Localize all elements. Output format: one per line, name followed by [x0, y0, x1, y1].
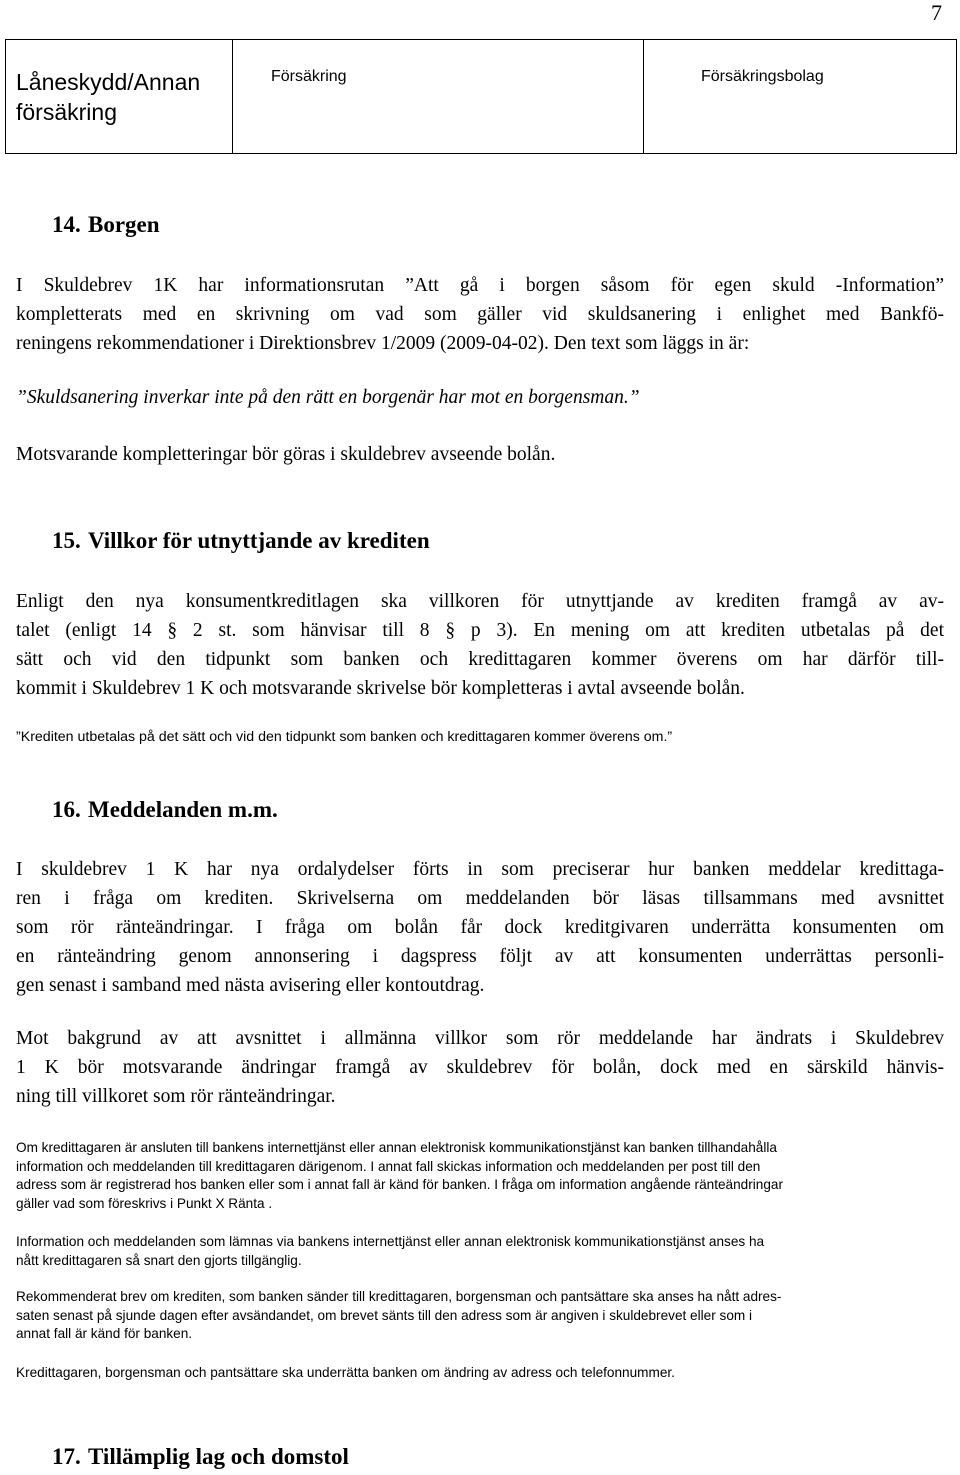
- text-line: kommit i Skuldebrev 1 K och motsvarande skrivelse bör kompletteras i avtal avseende bolån.: [16, 678, 745, 699]
- section-number: 14.: [52, 212, 81, 237]
- section-15-paragraph-1: [16, 587, 944, 703]
- text-line: som rör ränteändringar. I fråga om bolån får dock kreditgivaren underrätta konsumenten om: [16, 917, 944, 938]
- text-line: adress som är registrerad hos banken eller som i annat fall är känd för banken. I fråga om information angående ränteändringar: [16, 1177, 783, 1192]
- text-line: information och meddelanden till kredittagaren därigenom. I annat fall skickas information och meddelanden per post till den: [16, 1158, 761, 1174]
- text-line: I Skuldebrev 1K har informationsrutan ”Att gå i borgen såsom för egen skuld -Information”: [16, 275, 944, 296]
- small-paragraph-2: [16, 1233, 944, 1270]
- page-number: 7: [931, 0, 942, 25]
- text-line: I skuldebrev 1 K har nya ordalydelser förts in som preciserar hur banken meddelar kredittaga-: [16, 859, 944, 880]
- text-line: kompletterats med en skrivning om vad som gäller vid skuldsanering i enlighet med Bankfö-: [16, 304, 944, 325]
- text-line: annat fall är känd för banken.: [16, 1326, 193, 1341]
- text-line: gen senast i samband med nästa avisering eller kontoutdrag.: [16, 975, 485, 996]
- text-line: Om kredittagaren är ansluten till bankens internettjänst eller annan elektronisk kommunikationstjänst kan banken tillhandahålla: [16, 1140, 777, 1155]
- header-title: [6, 40, 232, 127]
- header-col3: Försäkringsbolag: [701, 68, 824, 85]
- header-col2-cell: [233, 40, 644, 154]
- text-line: saten senast på sjunde dagen efter avsändandet, om brevet sänts till den adress som är angiven i skuldebrevet eller som i: [16, 1307, 752, 1323]
- header-title-line: försäkring: [16, 99, 117, 125]
- section-14-paragraph-2: Motsvarande kompletteringar bör göras i skuldebrev avseende bolån.: [16, 444, 556, 465]
- section-16-heading: [52, 797, 278, 823]
- section-16-paragraph-1: [16, 855, 944, 1000]
- section-17-heading: [52, 1444, 349, 1470]
- section-14-quote: ”Skuldsanering inverkar inte på den rätt en borgenär har mot en borgensman.”: [16, 387, 640, 408]
- text-line: Mot bakgrund av att avsnittet i allmänna villkor som rör meddelande har ändrats i Skuldebrev: [16, 1028, 944, 1049]
- section-title: Villkor för utnyttjande av krediten: [88, 528, 430, 553]
- text-line: 1 K bör motsvarande ändringar framgå av skuldebrev för bolån, dock med en särskild hänvis-: [16, 1057, 944, 1078]
- section-15-quote: ”Krediten utbetalas på det sätt och vid den tidpunkt som banken och kredittagaren kommer överens om.”: [16, 729, 673, 745]
- small-paragraph-4: Kredittagaren, borgensman och pantsättare ska underrätta banken om ändring av adress och telefonnummer.: [16, 1365, 675, 1380]
- section-15-heading: [52, 528, 430, 554]
- section-title: Tillämplig lag och domstol: [88, 1444, 349, 1469]
- text-line: talet (enligt 14 § 2 st. som hänvisar till 8 § p 3). En mening om att krediten utbetalas på det: [16, 620, 944, 641]
- header-col2: Försäkring: [271, 68, 347, 85]
- header-title-cell: [6, 40, 233, 154]
- header-table: [5, 39, 957, 154]
- text-line: reningens rekommendationer i Direktionsbrev 1/2009 (2009-04-02). Den text som läggs in är:: [16, 333, 750, 354]
- text-line: Information och meddelanden som lämnas via bankens internettjänst eller annan elektronisk kommunikationstjänst anses ha: [16, 1234, 765, 1249]
- text-line: Rekommenderat brev om krediten, som banken sänder till kredittagaren, borgensman och pantsättare ska anses ha nått adres-: [16, 1289, 782, 1304]
- header-title-line: Låneskydd/Annan: [16, 69, 201, 95]
- section-title: Borgen: [88, 212, 160, 237]
- text-line: ning till villkoret som rör ränteändringar.: [16, 1086, 336, 1107]
- text-line: en ränteändring genom annonsering i dagspress följt av att konsumenten underrättas personli-: [16, 946, 944, 967]
- header-col3-cell: [644, 40, 957, 154]
- text-line: ren i fråga om krediten. Skrivelserna om meddelanden bör läsas tillsammans med avsnittet: [16, 888, 944, 909]
- section-16-paragraph-2: [16, 1024, 944, 1111]
- section-number: 16.: [52, 797, 81, 822]
- section-number: 15.: [52, 528, 81, 553]
- text-line: gäller vad som föreskrivs i Punkt X Ränta .: [16, 1195, 273, 1211]
- text-line: nått kredittagaren så snart den gjorts tillgänglig.: [16, 1252, 302, 1268]
- section-title: Meddelanden m.m.: [88, 797, 278, 822]
- text-line: sätt och vid den tidpunkt som banken och kredittagaren kommer överens om har därför till-: [16, 649, 944, 670]
- small-paragraph-1: [16, 1139, 944, 1213]
- section-14-paragraph-1: [16, 271, 944, 358]
- section-14-heading: [52, 212, 160, 238]
- small-paragraph-3: [16, 1288, 944, 1344]
- text-line: Enligt den nya konsumentkreditlagen ska villkoren för utnyttjande av krediten framgå av av-: [16, 591, 944, 612]
- section-number: 17.: [52, 1444, 81, 1469]
